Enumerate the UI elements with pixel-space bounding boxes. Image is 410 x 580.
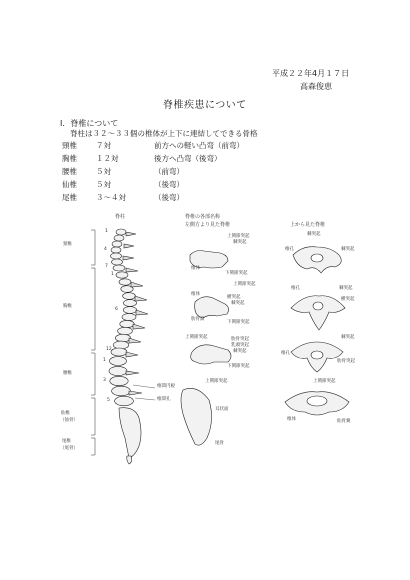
label-body-1: 椎体 (191, 266, 200, 271)
label-sup-art-5: 上関節突起 (313, 379, 336, 384)
row-desc: 後方へ凸弯（後弯） (154, 154, 222, 163)
spine-illustration (55, 210, 375, 465)
vertebra-number: 4 (104, 247, 107, 252)
vertebra-number: 1 (105, 229, 108, 234)
label-foramen-v-2: 椎孔 (291, 286, 300, 291)
row-count: ７対 (96, 141, 111, 150)
heading-lateral: 左側方より見た脊椎 (185, 222, 231, 228)
document-date: 平成２２年4月１７日 (272, 69, 350, 78)
heading-parts: 脊椎の各部名称 (185, 214, 221, 220)
label-body-2: 椎体 (191, 292, 200, 297)
label-costal: 肋骨窩 (191, 317, 205, 322)
region-cervical: 頸椎 (63, 242, 72, 247)
label-sup-art-1: 上関節突起 (227, 234, 250, 239)
label-spinous-3: 棘突起 (233, 349, 247, 354)
label-transverse-1: 横突起 (227, 295, 241, 300)
row-count: ３～４対 (96, 193, 126, 202)
region-coccyx-alt: （尾骨） (60, 446, 78, 451)
label-coccyx: 尾骨 (215, 441, 224, 446)
label-spinous-5: 棘突起 (341, 247, 355, 252)
row-name: 腰椎 (62, 167, 77, 176)
label-transverse-2: 横突起 (341, 297, 355, 302)
row-desc: （後弯） (154, 193, 184, 202)
vertebra-number: 1 (103, 358, 106, 363)
vertebra-number: 1 (111, 272, 114, 277)
row-name: 頸椎 (62, 141, 77, 150)
row-desc: 前方への軽い凸弯（前弯） (154, 141, 244, 150)
vertebra-number: 7 (105, 264, 108, 269)
region-coccyx: 尾椎 (62, 439, 71, 444)
row-count: ５対 (96, 180, 111, 189)
row-count: １２対 (96, 154, 119, 163)
label-costal-proc-1: 肋骨突起 (231, 337, 249, 342)
label-inf-art-1: 下関節突起 (225, 271, 248, 276)
section-heading: I．脊椎について (60, 119, 119, 128)
row-desc: （後弯） (154, 180, 184, 189)
label-body-3: 椎体 (287, 417, 296, 422)
label-costal-proc-2: 肋骨突起 (337, 359, 355, 364)
row-desc: （前弯） (154, 167, 184, 176)
label-spinous-4: 棘突起 (307, 232, 321, 237)
region-lumbar: 腰椎 (63, 371, 72, 376)
heading-spine: 脊柱 (115, 214, 126, 220)
label-foramen-v-1: 椎孔 (285, 247, 294, 252)
vertebra-number: 5 (107, 398, 110, 403)
label-spinous-7: 棘突起 (341, 335, 355, 340)
label-auricular: 耳状面 (215, 407, 229, 412)
heading-top: 上から見た脊椎 (290, 222, 326, 228)
label-foramen: 椎間孔 (157, 397, 171, 402)
label-sup-art-4: 上関節突起 (205, 379, 228, 384)
spine-column (109, 229, 141, 464)
region-thoracic: 胸椎 (63, 304, 72, 309)
label-sup-art-2: 上関節突起 (233, 282, 256, 287)
label-spinous-2: 棘突起 (231, 301, 245, 306)
region-sacral-alt: （仙骨） (60, 418, 78, 423)
spine-anatomy-figure (55, 210, 375, 465)
label-mamillary: 乳頭突起 (231, 343, 249, 348)
lateral-vertebrae (181, 251, 231, 446)
document-author: 高森俊恵 (300, 82, 332, 91)
region-sacral: 仙椎 (61, 411, 70, 416)
row-name: 胸椎 (62, 154, 77, 163)
label-sup-art-3: 上関節突起 (185, 335, 208, 340)
label-foramen-v-3: 椎孔 (281, 351, 290, 356)
label-inf-art-3: 下関節突起 (227, 364, 250, 369)
label-sacral-wing: 仙骨翼 (337, 419, 351, 424)
vertebra-number: 3 (103, 378, 106, 383)
top-vertebrae (285, 247, 349, 415)
document-title: 脊椎疾患について (163, 100, 247, 111)
section-intro: 脊柱は３２～３３個の椎体が上下に連結してできる骨格 (70, 129, 258, 138)
row-name: 仙椎 (62, 180, 77, 189)
label-inf-art-2: 下関節突起 (227, 320, 250, 325)
vertebra-number: 12 (106, 347, 112, 352)
row-name: 尾椎 (62, 193, 77, 202)
vertebra-number: 6 (115, 307, 118, 312)
row-count: ５対 (96, 167, 111, 176)
label-spinous-1: 棘突起 (233, 240, 247, 245)
label-disc: 椎間円板 (157, 384, 175, 389)
label-spinous-6: 棘突起 (339, 286, 353, 291)
